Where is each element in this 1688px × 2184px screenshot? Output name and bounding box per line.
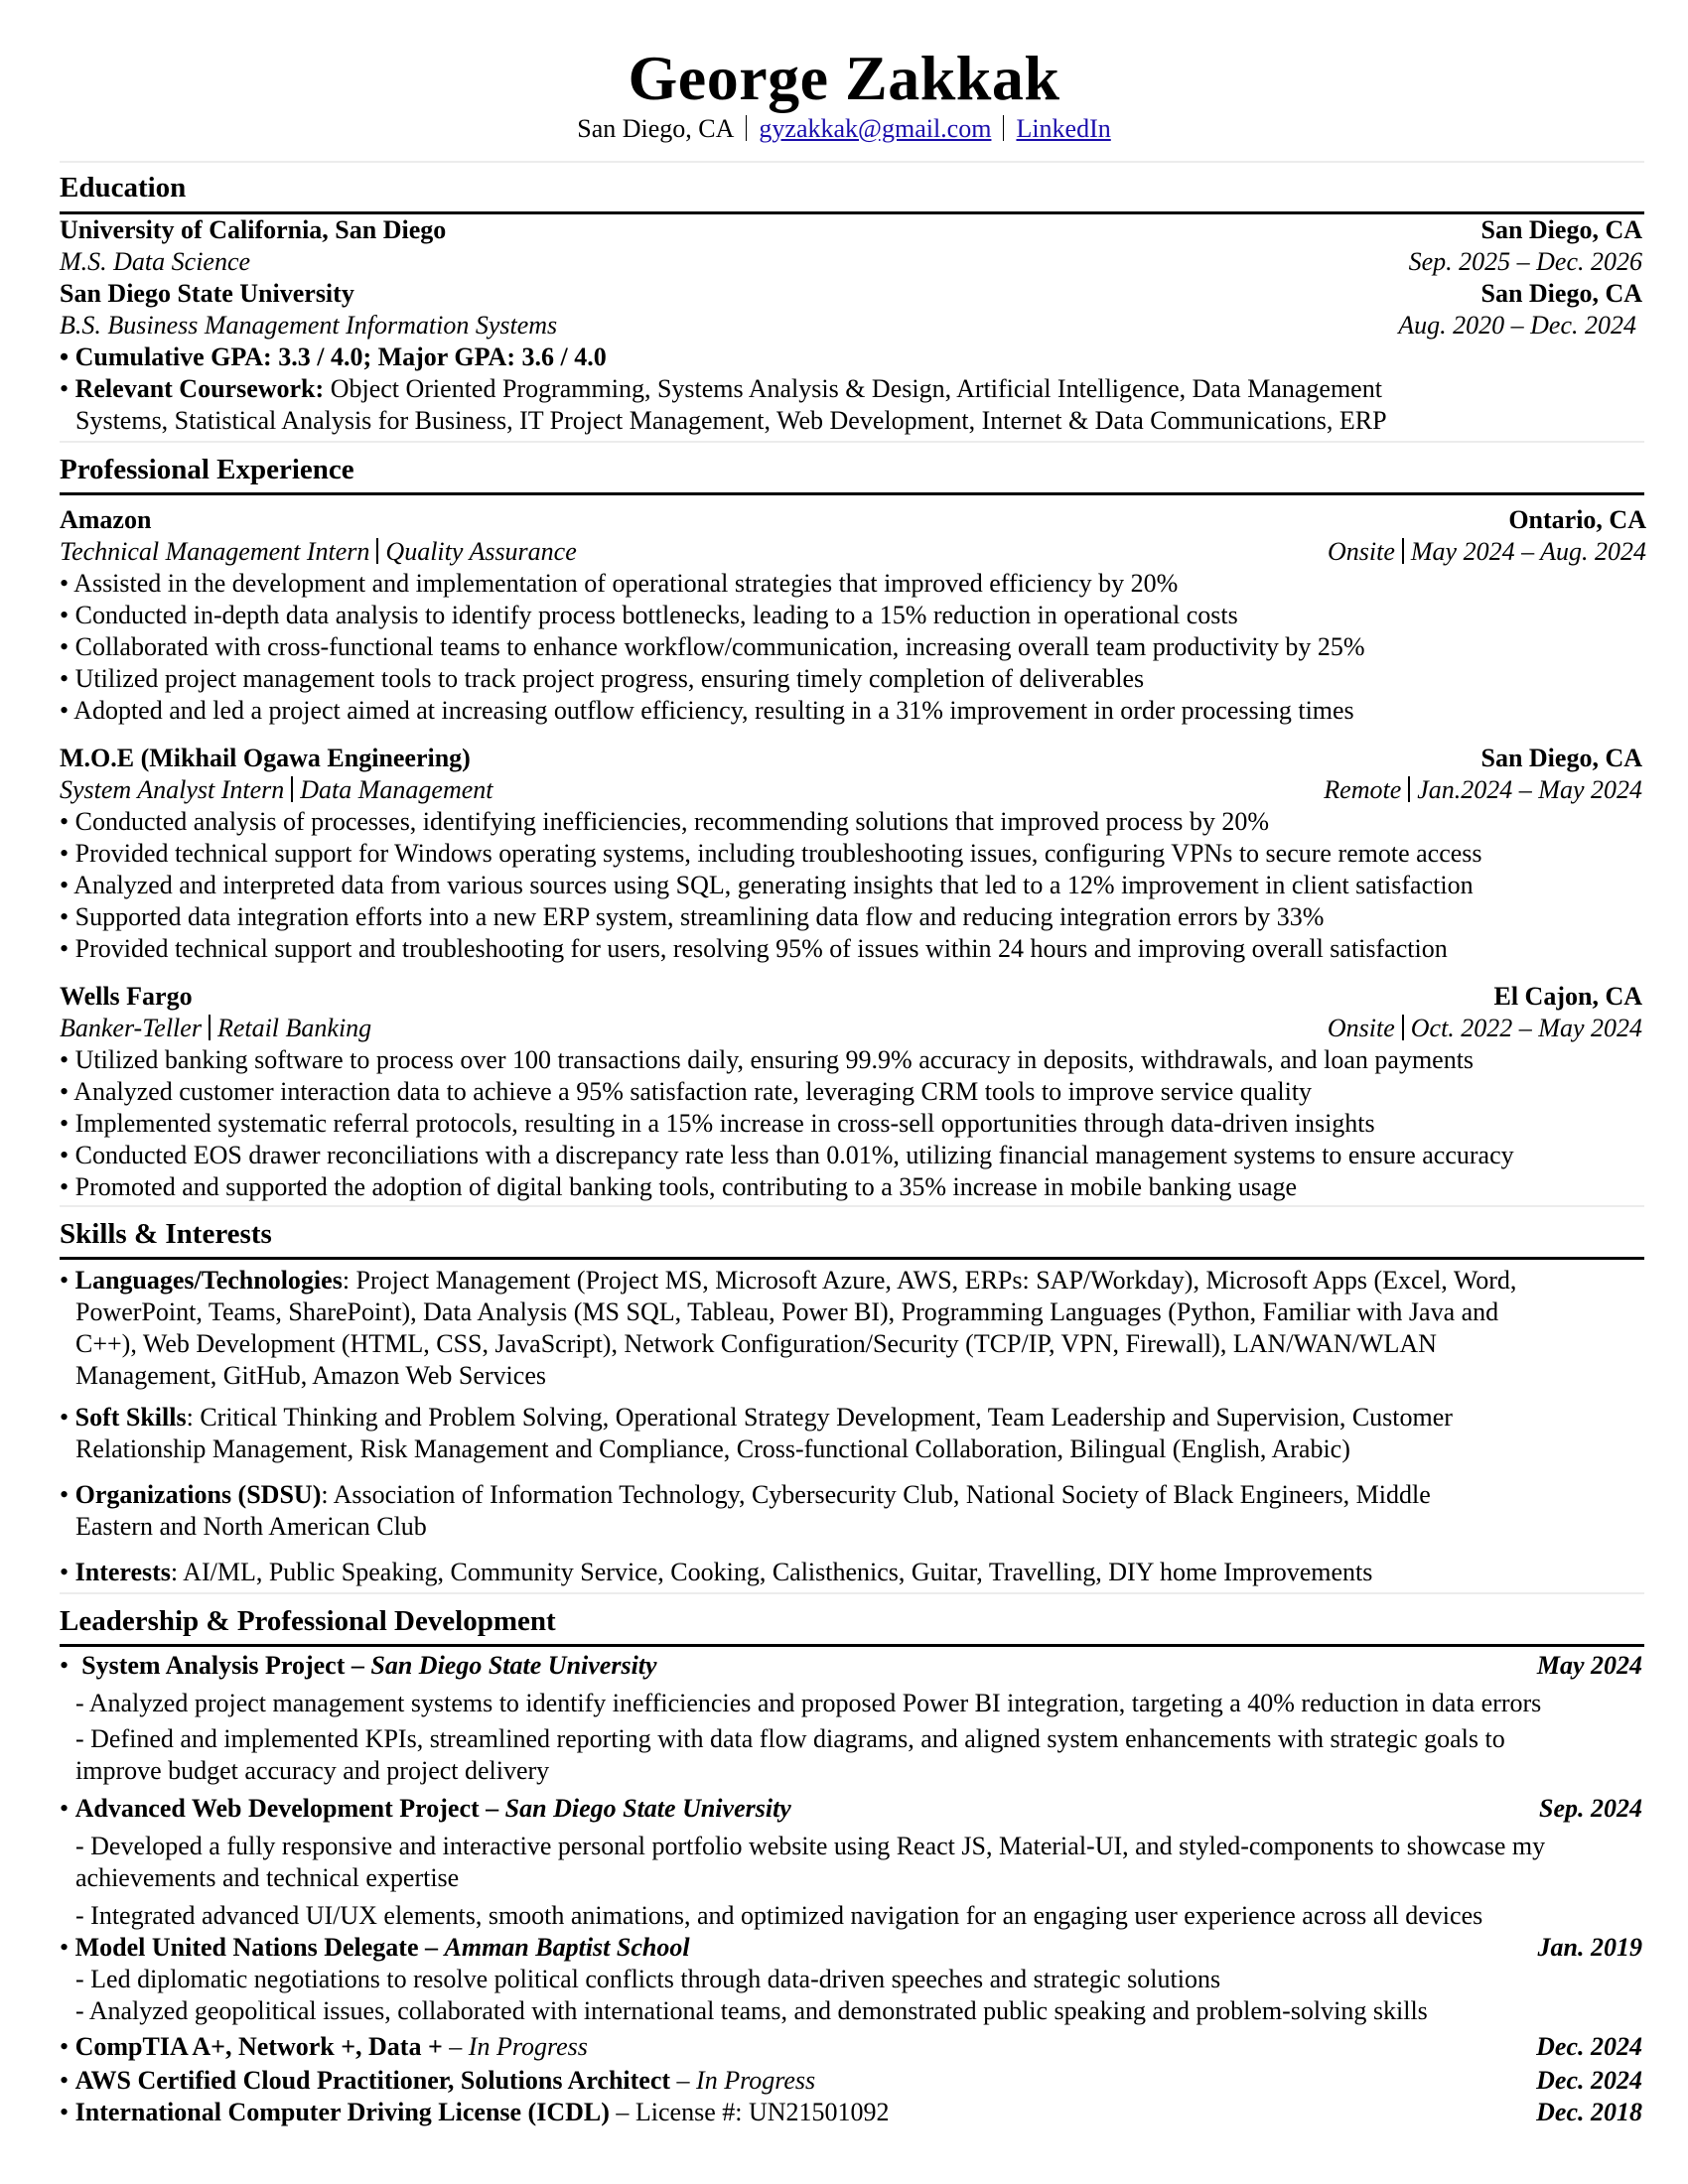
skills-heading: Skills & Interests [60, 1218, 272, 1250]
skill-text: : Critical Thinking and Problem Solving, Operational Strategy Development, Team Leadership and Supervision, Customer [186, 1403, 1453, 1432]
skill-label: Languages/Technologies [74, 1266, 343, 1295]
bullet-text: Conducted analysis of processes, identifying inefficiencies, recommending solutions that improved process by 20% [74, 807, 1270, 836]
skill-text: : Association of Information Technology, Cybersecurity Club, National Society of Black Engineers, Middle [321, 1480, 1431, 1509]
job-role [60, 1013, 371, 1043]
item-date: May 2024 [1536, 1651, 1642, 1680]
faint-divider [60, 1205, 1644, 1207]
work-mode: Remote [1324, 775, 1402, 804]
gpa-text: Cumulative GPA: 3.3 / 4.0; Major GPA: 3.6 / 4.0 [74, 342, 607, 371]
role-area: Quality Assurance [385, 537, 577, 566]
bullet-text: Provided technical support and troubleshooting for users, resolving 95% of issues within 24 hours and improving overall satisfaction [74, 934, 1448, 963]
job-bullet: • Assisted in the development and implementation of operational strategies that improved efficiency by 20% [60, 569, 1179, 598]
item-date: Sep. 2024 [1539, 1794, 1642, 1823]
leadership-item: • Model United Nations Delegate – Amman Baptist School [60, 1933, 690, 1962]
cert-status: – License #: UN21501092 [609, 2098, 890, 2126]
school-location: San Diego, CA [1480, 215, 1642, 244]
job-dates [1328, 1013, 1642, 1043]
faint-divider [60, 441, 1644, 443]
item-org: San Diego State University [370, 1651, 657, 1680]
item-detail: achievements and technical expertise [75, 1863, 460, 1892]
item-detail: - Led diplomatic negotiations to resolve political conflicts through data-driven speeches and strategic solutions [75, 1965, 1221, 1993]
job-bullet: • Conducted analysis of processes, identifying inefficiencies, recommending solutions that improved process by 20% [60, 807, 1270, 836]
item-date: Jan. 2019 [1537, 1933, 1642, 1962]
job-bullet: • Promoted and supported the adoption of digital banking tools, contributing to a 35% increase in mobile banking usage [60, 1172, 1298, 1201]
company-location: Ontario, CA [1508, 505, 1646, 534]
item-detail: - Developed a fully responsive and interactive personal portfolio website using React JS, Material-UI, and styled-components to showcase my [75, 1832, 1546, 1860]
item-org: Amman Baptist School [444, 1933, 690, 1962]
skill-label: Interests [74, 1558, 171, 1586]
skill-continued: Relationship Management, Risk Management and Compliance, Cross-functional Collaboration, Bilingual (English, Arabic) [75, 1434, 1350, 1463]
role-title: System Analyst Intern [60, 775, 285, 804]
company-name: Amazon [60, 505, 152, 534]
faint-divider [60, 161, 1644, 163]
separator [1402, 1015, 1404, 1040]
skill-text: : Project Management (Project MS, Microsoft Azure, AWS, ERPs: SAP/Workday), Microsoft Apps (Excel, Word, [342, 1266, 1517, 1295]
skill-label: Organizations (SDSU) [74, 1480, 322, 1509]
bullet-text: Analyzed customer interaction data to achieve a 95% satisfaction rate, leveraging CRM tools to improve service quality [73, 1077, 1313, 1106]
degree-dates: Sep. 2025 – Dec. 2026 [1408, 247, 1642, 276]
job-bullet: • Provided technical support for Windows operating systems, including troubleshooting issues, configuring VPNs to secure remote access [60, 839, 1482, 868]
item-title: Model United Nations Delegate – [74, 1933, 439, 1962]
leadership-item: • Advanced Web Development Project – San Diego State University [60, 1794, 791, 1823]
bullet-text: Analyzed and interpreted data from various sources using SQL, generating insights that led to a 12% improvement in client satisfaction [73, 871, 1474, 899]
skill-continued: PowerPoint, Teams, SharePoint), Data Analysis (MS SQL, Tableau, Power BI), Programming Languages (Python, Familiar with Java and [75, 1297, 1499, 1326]
skill-continued: C++), Web Development (HTML, CSS, JavaScript), Network Configuration/Security (TCP/IP, VPN, Firewall), LAN/WAN/WLAN [75, 1329, 1437, 1358]
job-bullet: • Supported data integration efforts into a new ERP system, streamlining data flow and reducing integration errors by 33% [60, 902, 1325, 931]
experience-heading: Professional Experience [60, 454, 354, 485]
degree: M.S. Data Science [60, 247, 251, 276]
date-range: Jan.2024 – May 2024 [1417, 775, 1642, 804]
item-title: System Analysis Project – [81, 1651, 364, 1680]
degree: B.S. Business Management Information Systems [60, 311, 558, 340]
job-bullet: • Analyzed and interpreted data from various sources using SQL, generating insights that led to a 12% improvement in client satisfaction [60, 871, 1474, 899]
job-bullet: • Collaborated with cross-functional teams to enhance workflow/communication, increasing overall team productivity by 25% [60, 632, 1365, 661]
item-detail: improve budget accuracy and project delivery [75, 1756, 550, 1785]
separator [1402, 538, 1404, 564]
cert-date: Dec. 2024 [1536, 2066, 1642, 2095]
bullet-text: Adopted and led a project aimed at increasing outflow efficiency, resulting in a 31% improvement in order processing times [73, 696, 1354, 725]
date-range: May 2024 – Aug. 2024 [1410, 537, 1646, 566]
job-bullet: • Conducted in-depth data analysis to identify process bottlenecks, leading to a 15% reduction in operational costs [60, 601, 1238, 629]
work-mode: Onsite [1327, 1014, 1395, 1042]
job-bullet: • Implemented systematic referral protocols, resulting in a 15% increase in cross-sell opportunities through data-driven insights [60, 1109, 1375, 1138]
job-role [60, 536, 577, 567]
bullet-text: Supported data integration efforts into a new ERP system, streamlining data flow and reducing integration errors by 33% [74, 902, 1325, 931]
school-name: University of California, San Diego [60, 215, 447, 244]
section-rule [60, 1644, 1644, 1647]
work-mode: Onsite [1327, 537, 1395, 566]
skill-item: • Interests: AI/ML, Public Speaking, Community Service, Cooking, Calisthenics, Guitar, Travelling, DIY home Improvements [60, 1558, 1373, 1586]
school-name: San Diego State University [60, 279, 354, 308]
cert-status: – In Progress [670, 2066, 816, 2095]
separator [376, 538, 378, 564]
cert-date: Dec. 2018 [1536, 2098, 1642, 2126]
faint-divider [60, 1592, 1644, 1594]
item-detail: - Defined and implemented KPIs, streamlined reporting with data flow diagrams, and aligned system enhancements with strategic goals to [75, 1724, 1505, 1753]
role-title: Banker-Teller [60, 1014, 202, 1042]
bullet-text: Utilized banking software to process over 100 transactions daily, ensuring 99.9% accuracy in deposits, withdrawals, and loan payments [74, 1045, 1475, 1074]
job-dates [1324, 774, 1642, 805]
skill-item: • Soft Skills: Critical Thinking and Problem Solving, Operational Strategy Development, Team Leadership and Supervision, Customer [60, 1403, 1453, 1432]
item-org: San Diego State University [504, 1794, 791, 1823]
bullet-text: Provided technical support for Windows operating systems, including troubleshooting issues, configuring VPNs to secure remote access [74, 839, 1482, 868]
coursework-text: Object Oriented Programming, Systems Analysis & Design, Artificial Intelligence, Data Management [324, 374, 1382, 403]
coursework-continued: Systems, Statistical Analysis for Business, IT Project Management, Web Development, Internet & Data Communications, ERP [75, 406, 1387, 435]
section-rule [60, 492, 1644, 495]
certification-item: • CompTIA A+, Network +, Data + – In Progress [60, 2032, 588, 2061]
linkedin-link[interactable]: LinkedIn [1016, 114, 1111, 143]
separator [1003, 115, 1004, 141]
bullet-text: Implemented systematic referral protocols, resulting in a 15% increase in cross-sell opportunities through data-driven insights [74, 1109, 1375, 1138]
cert-status: – In Progress [442, 2032, 588, 2061]
separator [209, 1015, 211, 1040]
leadership-heading: Leadership & Professional Development [60, 1605, 556, 1637]
job-role [60, 774, 493, 805]
job-dates [1328, 536, 1646, 567]
job-bullet: • Adopted and led a project aimed at increasing outflow efficiency, resulting in a 31% improvement in order processing times [60, 696, 1354, 725]
job-bullet: • Analyzed customer interaction data to achieve a 95% satisfaction rate, leveraging CRM tools to improve service quality [60, 1077, 1313, 1106]
item-detail: - Integrated advanced UI/UX elements, smooth animations, and optimized navigation for an engaging user experience across all devices [75, 1901, 1483, 1930]
bullet-text: Promoted and supported the adoption of digital banking tools, contributing to a 35% increase in mobile banking usage [74, 1172, 1298, 1201]
role-title: Technical Management Intern [60, 537, 370, 566]
item-detail: - Analyzed project management systems to identify inefficiencies and proposed Power BI integration, targeting a 40% reduction in data errors [75, 1689, 1542, 1717]
cert-name: International Computer Driving License (ICDL) [74, 2098, 610, 2126]
bullet-text: Collaborated with cross-functional teams to enhance workflow/communication, increasing overall team productivity by 25% [74, 632, 1365, 661]
separator [1408, 776, 1410, 802]
skill-label: Soft Skills [74, 1403, 187, 1432]
education-heading: Education [60, 172, 187, 204]
coursework-label: Relevant Coursework: [74, 374, 325, 403]
item-detail: - Analyzed geopolitical issues, collaborated with international teams, and demonstrated public speaking and problem-solving skills [75, 1996, 1428, 2025]
skill-item: • Languages/Technologies: Project Management (Project MS, Microsoft Azure, AWS, ERPs: SAP/Workday), Microsoft Apps (Excel, Word, [60, 1266, 1517, 1295]
skill-text: : AI/ML, Public Speaking, Community Service, Cooking, Calisthenics, Guitar, Travelling, DIY home Improvements [170, 1558, 1373, 1586]
job-bullet: • Provided technical support and troubleshooting for users, resolving 95% of issues within 24 hours and improving overall satisfaction [60, 934, 1448, 963]
certification-item: • International Computer Driving License (ICDL) – License #: UN21501092 [60, 2098, 890, 2126]
cert-name: AWS Certified Cloud Practitioner, Solutions Architect [74, 2066, 671, 2095]
bullet-text: Conducted EOS drawer reconciliations with a discrepancy rate less than 0.01%, utilizing financial management systems to ensure accuracy [74, 1141, 1514, 1169]
degree-dates: Aug. 2020 – Dec. 2024 [1398, 311, 1636, 340]
job-bullet: • Utilized project management tools to track project progress, ensuring timely completion of deliverables [60, 664, 1145, 693]
date-range: Oct. 2022 – May 2024 [1410, 1014, 1642, 1042]
job-bullet: • Conducted EOS drawer reconciliations with a discrepancy rate less than 0.01%, utilizing financial management systems to ensure accuracy [60, 1141, 1514, 1169]
job-bullet: • Utilized banking software to process over 100 transactions daily, ensuring 99.9% accuracy in deposits, withdrawals, and loan payments [60, 1045, 1475, 1074]
bullet-text: Conducted in-depth data analysis to identify process bottlenecks, leading to a 15% reduction in operational costs [74, 601, 1238, 629]
company-name: Wells Fargo [60, 982, 193, 1011]
company-location: San Diego, CA [1480, 744, 1642, 772]
separator [291, 776, 293, 802]
contact-line [0, 113, 1688, 145]
cert-date: Dec. 2024 [1536, 2032, 1642, 2061]
bullet-text: Utilized project management tools to track project progress, ensuring timely completion of deliverables [74, 664, 1145, 693]
leadership-item: • System Analysis Project – San Diego State University [60, 1651, 657, 1680]
cert-name: CompTIA A+, Network +, Data + [74, 2032, 443, 2061]
item-title: Advanced Web Development Project – [74, 1794, 499, 1823]
section-rule [60, 1257, 1644, 1260]
role-area: Retail Banking [216, 1014, 372, 1042]
skill-item: • Organizations (SDSU): Association of Information Technology, Cybersecurity Club, National Society of Black Engineers, Middle [60, 1480, 1431, 1509]
role-area: Data Management [300, 775, 493, 804]
certification-item: • AWS Certified Cloud Practitioner, Solutions Architect – In Progress [60, 2066, 816, 2095]
school-location: San Diego, CA [1480, 279, 1642, 308]
candidate-name: George Zakkak [628, 43, 1060, 113]
email-link[interactable]: gyzakkak@gmail.com [759, 114, 992, 143]
coursework-line: • Relevant Coursework: Object Oriented Programming, Systems Analysis & Design, Artificial Intelligence, Data Management [60, 374, 1382, 403]
gpa-line: • Cumulative GPA: 3.3 / 4.0; Major GPA: 3.6 / 4.0 [60, 342, 607, 371]
separator [746, 115, 747, 141]
bullet-text: Assisted in the development and implementation of operational strategies that improved efficiency by 20% [73, 569, 1179, 598]
company-location: El Cajon, CA [1493, 982, 1642, 1011]
skill-continued: Eastern and North American Club [75, 1512, 427, 1541]
location-text: San Diego, CA [577, 114, 735, 143]
skill-continued: Management, GitHub, Amazon Web Services [75, 1361, 546, 1390]
company-name: M.O.E (Mikhail Ogawa Engineering) [60, 744, 471, 772]
